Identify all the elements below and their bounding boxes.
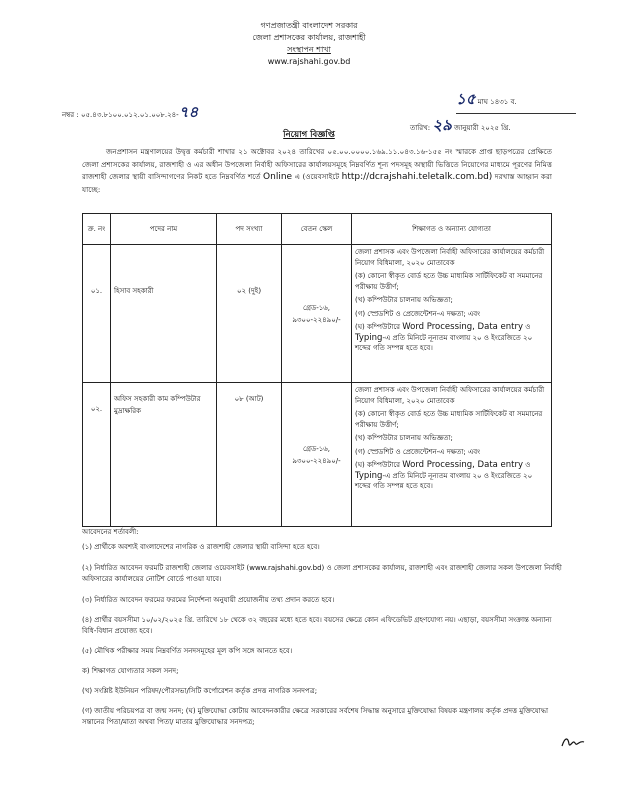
memo-number-handwritten: ৭৪ (178, 103, 199, 121)
intro-text-before: জনপ্রশাসন মন্ত্রণালয়ের উদ্বৃত্ত কর্মচারী শাখার ২১ অক্টোবর ২০২৪ তারিখের ০৫.০০.০০০০.১৬৯.১১.০৪৩.১৬-১৫৫ নং স্মারকে প্রাপ্ত ছাড়পত্রের প্রেক্ষিতে জেলা প্রশাসকের কার্যালয়, রাজশাহী ও এর অধীন উপজেলা নির্বাহী অফিসারের কার্যালয়সমূহে নিম্নবর্ণিত শূন্য পদসমূহ অস্থায়ী ভিত্তিতে নিয়োগের মাধ্যমে পূরণের নিমিত্ত রাজশাহী জেলার স্থায়ী বাসিন্দাগণের নিকট হতে নিম্নবর্ণিত শর্তে (82, 147, 552, 181)
memo-number (62, 101, 198, 126)
header-post-count: পদ সংখ্যা (217, 214, 282, 245)
qualification-d-en: Word Processing, Data entry (402, 460, 524, 470)
qualification-d-typing: Typing (355, 470, 383, 481)
notice-title: নিয়োগ বিজ্ঞপ্তি (283, 130, 335, 140)
intro-text-after: দরখাস্ত আহ্বান করা যাচ্ছে: (82, 172, 553, 194)
cell-pay-scale: গ্রেড-১৬, ৯৩০০-২২৪৯০/- (282, 245, 352, 383)
conditions-heading: আবেদনের শর্তাবলী: (82, 528, 139, 536)
condition-2: (২) নির্ধারিত আবেদন ফরমটি রাজশাহী জেলার ওয়েবসাইট (www.rajshahi.gov.bd) ও জেলা প্রশাসকের কার্যালয়, রাজশাহী এবং রাজশাহী জেলার সকল উপজেলা নির্বাহী অফিসারের কার্যালয়ের নোটিশ বোর্ডে পাওয়া যাবে। (82, 564, 562, 583)
qualification-d-pre: (ঘ) কম্পিউটারে (355, 461, 400, 469)
qualification-c: (গ) স্প্রেডশিট ও প্রেজেন্টেশন-এ দক্ষতা; এবং (355, 447, 481, 456)
cell-serial: ০১. (83, 245, 111, 383)
condition-4: (৪) প্রার্থীর বয়সসীমা ১০/০২/২০২৫ খ্রি. তারিখে ১৮ থেকে ৩২ বছরের মধ্যে হতে হবে। বয়সের ক্ষেত্রে কোন এফিডেভিট গ্রহণযোগ্য নয়। এছাড়া, বয়সসীমা সংক্রান্ত অন্যান্য বিধি-বিধান প্রযোজ্য হবে। (82, 616, 552, 635)
posts-table (82, 213, 552, 527)
qualification-d (355, 460, 548, 492)
header-office: জেলা প্রশাসকের কার্যালয়, রাজশাহী (252, 33, 366, 42)
date-bangla-day-handwritten: ১৫ (456, 90, 476, 108)
condition-5-kha: (খ) সংশ্লিষ্ট ইউনিয়ন পরিষদ/পৌরসভা/সিটি কর্পোরেশন কর্তৃক প্রদত্ত নাগরিক সনদপত্র; (82, 687, 318, 695)
condition-5-ga: (গ) জাতীয় পরিচয়পত্র বা জন্ম সনদ; (ঘ) মুক্তিযোদ্ধা কোটায় আবেদনকারীর ক্ষেত্রে সরকারের সর্বশেষ সিদ্ধান্ত অনুসারে মুক্তিযোদ্ধা বিষয়ক মন্ত্রণালয় কর্তৃক প্রদত্ত মুক্তিযোদ্ধা সন্তানের পিতা/মাতা অথবা পিতা/ মাতার মুক্তিযোদ্ধার সনদপত্র; (82, 707, 548, 726)
header-pay-scale: বেতন স্কেল (282, 214, 352, 245)
qualification-intro: জেলা প্রশাসক এবং উপজেলা নির্বাহী অফিসারের কার্যালয়ের কর্মচারী নিয়োগ বিধিমালা, ২০২০ মোতাবেক (355, 248, 545, 267)
header-website[interactable]: www.rajshahi.gov.bd (267, 57, 351, 66)
header-section: সংস্থাপন শাখা (287, 45, 331, 54)
signature-mark (560, 735, 586, 749)
intro-text-mid: এ (ওয়েবসাইটে (294, 172, 340, 181)
date-bangla-rest: মাঘ ১৪৩১ ব. (475, 98, 517, 106)
cell-post-count: ০২ (দুই) (217, 245, 282, 383)
qualification-d-post: -এ প্রতি মিনিটে নূন্যতম বাংলায় ২০ ও ইংরেজিতে ২০ শব্দের গতি সম্পন্ন হতে হবে। (355, 471, 533, 490)
memo-number-prefix: নম্বর : ০৫.৪৩.৮১০০.০১২.০১.০০৮.২৪- (62, 111, 179, 119)
table-header-row (83, 214, 552, 245)
qualification-a: (ক) কোনো স্বীকৃত বোর্ড হতে উচ্চ মাধ্যমিক সার্টিফিকেট বা সমমানের পরীক্ষায় উত্তীর্ণ; (355, 410, 543, 429)
condition-3: (৩) নির্ধারিত আবেদন ফরমের ফরমের নির্দেশনা অনুযায়ী প্রয়োজনীয় তথ্য প্রদান করতে হবে। (82, 596, 335, 604)
header-post-name: পদের নাম (111, 214, 217, 245)
conditions-block (82, 527, 562, 728)
qualification-d-mid: ও (525, 461, 531, 469)
header-government: গণপ্রজাতন্ত্রী বাংলাদেশ সরকার (260, 21, 358, 30)
condition-5: (৫) মৌখিক পরীক্ষার সময় নিম্নবর্ণিত সনদসমূহের মূল কপি সঙ্গে আনতে হবে। (82, 647, 293, 655)
cell-qualification (352, 383, 552, 527)
qualification-d-mid: ও (525, 323, 531, 331)
qualification-d-post: -এ প্রতি মিনিটে নূন্যতম বাংলায় ২০ ও ইংরেজিতে ২০ শব্দের গতি সম্পন্ন হতে হবে। (355, 333, 533, 352)
intro-url-link[interactable]: http://dcrajshahi.teletalk.com.bd) (341, 172, 493, 182)
table-row (83, 383, 552, 527)
cell-pay-scale: গ্রেড-১৬, ৯৩০০-২২৪৯০/- (282, 383, 352, 527)
qualification-b: (খ) কম্পিউটার চালনায় অভিজ্ঞতা; (355, 296, 453, 304)
qualification-b: (খ) কম্পিউটার চালনায় অভিজ্ঞতা; (355, 434, 453, 442)
date-english-rest: জানুয়ারী ২০২৫ খ্রি. (451, 124, 511, 132)
date-bangla (410, 88, 580, 113)
date-label: তারিখ: (410, 124, 431, 132)
condition-1: (১) প্রার্থীকে অবশ্যই বাংলাদেশের নাগরিক ও রাজশাহী জেলার স্থায়ী বাসিন্দা হতে হবে। (82, 543, 320, 551)
date-english-day-handwritten: ২৯ (432, 116, 452, 134)
cell-post-name: অফিস সহকারী কাম কম্পিউটার মুদ্রাক্ষরিক (111, 383, 217, 527)
qualification-intro: জেলা প্রশাসক এবং উপজেলা নির্বাহী অফিসারের কার্যালয়ের কর্মচারী নিয়োগ বিধিমালা, ২০২০ মোতাবেক (355, 386, 545, 405)
header-serial: ক্র. নং (83, 214, 111, 245)
header-block (0, 20, 618, 68)
qualification-a: (ক) কোনো স্বীকৃত বোর্ড হতে উচ্চ মাধ্যমিক সার্টিফিকেট বা সমমানের পরীক্ষায় উত্তীর্ণ; (355, 272, 543, 291)
header-qualification: শিক্ষাগত ও অন্যান্য যোগ্যতা (352, 214, 552, 245)
condition-5-ka: ক) শিক্ষাগত যোগ্যতার সকল সনদ; (82, 667, 179, 675)
table-row (83, 245, 552, 383)
qualification-d-pre: (ঘ) কম্পিউটারে (355, 323, 400, 331)
cell-post-count: ০৮ (আট) (217, 383, 282, 527)
cell-post-name: হিসাব সহকারী (111, 245, 217, 383)
cell-qualification (352, 245, 552, 383)
intro-online: Online (263, 172, 293, 182)
intro-paragraph (82, 146, 552, 196)
qualification-d (355, 322, 548, 354)
cell-serial: ০২. (83, 383, 111, 527)
qualification-d-en: Word Processing, Data entry (402, 322, 524, 332)
qualification-c: (গ) স্প্রেডশিট ও প্রেজেন্টেশন-এ দক্ষতা; এবং (355, 309, 481, 318)
qualification-d-typing: Typing (355, 332, 383, 343)
